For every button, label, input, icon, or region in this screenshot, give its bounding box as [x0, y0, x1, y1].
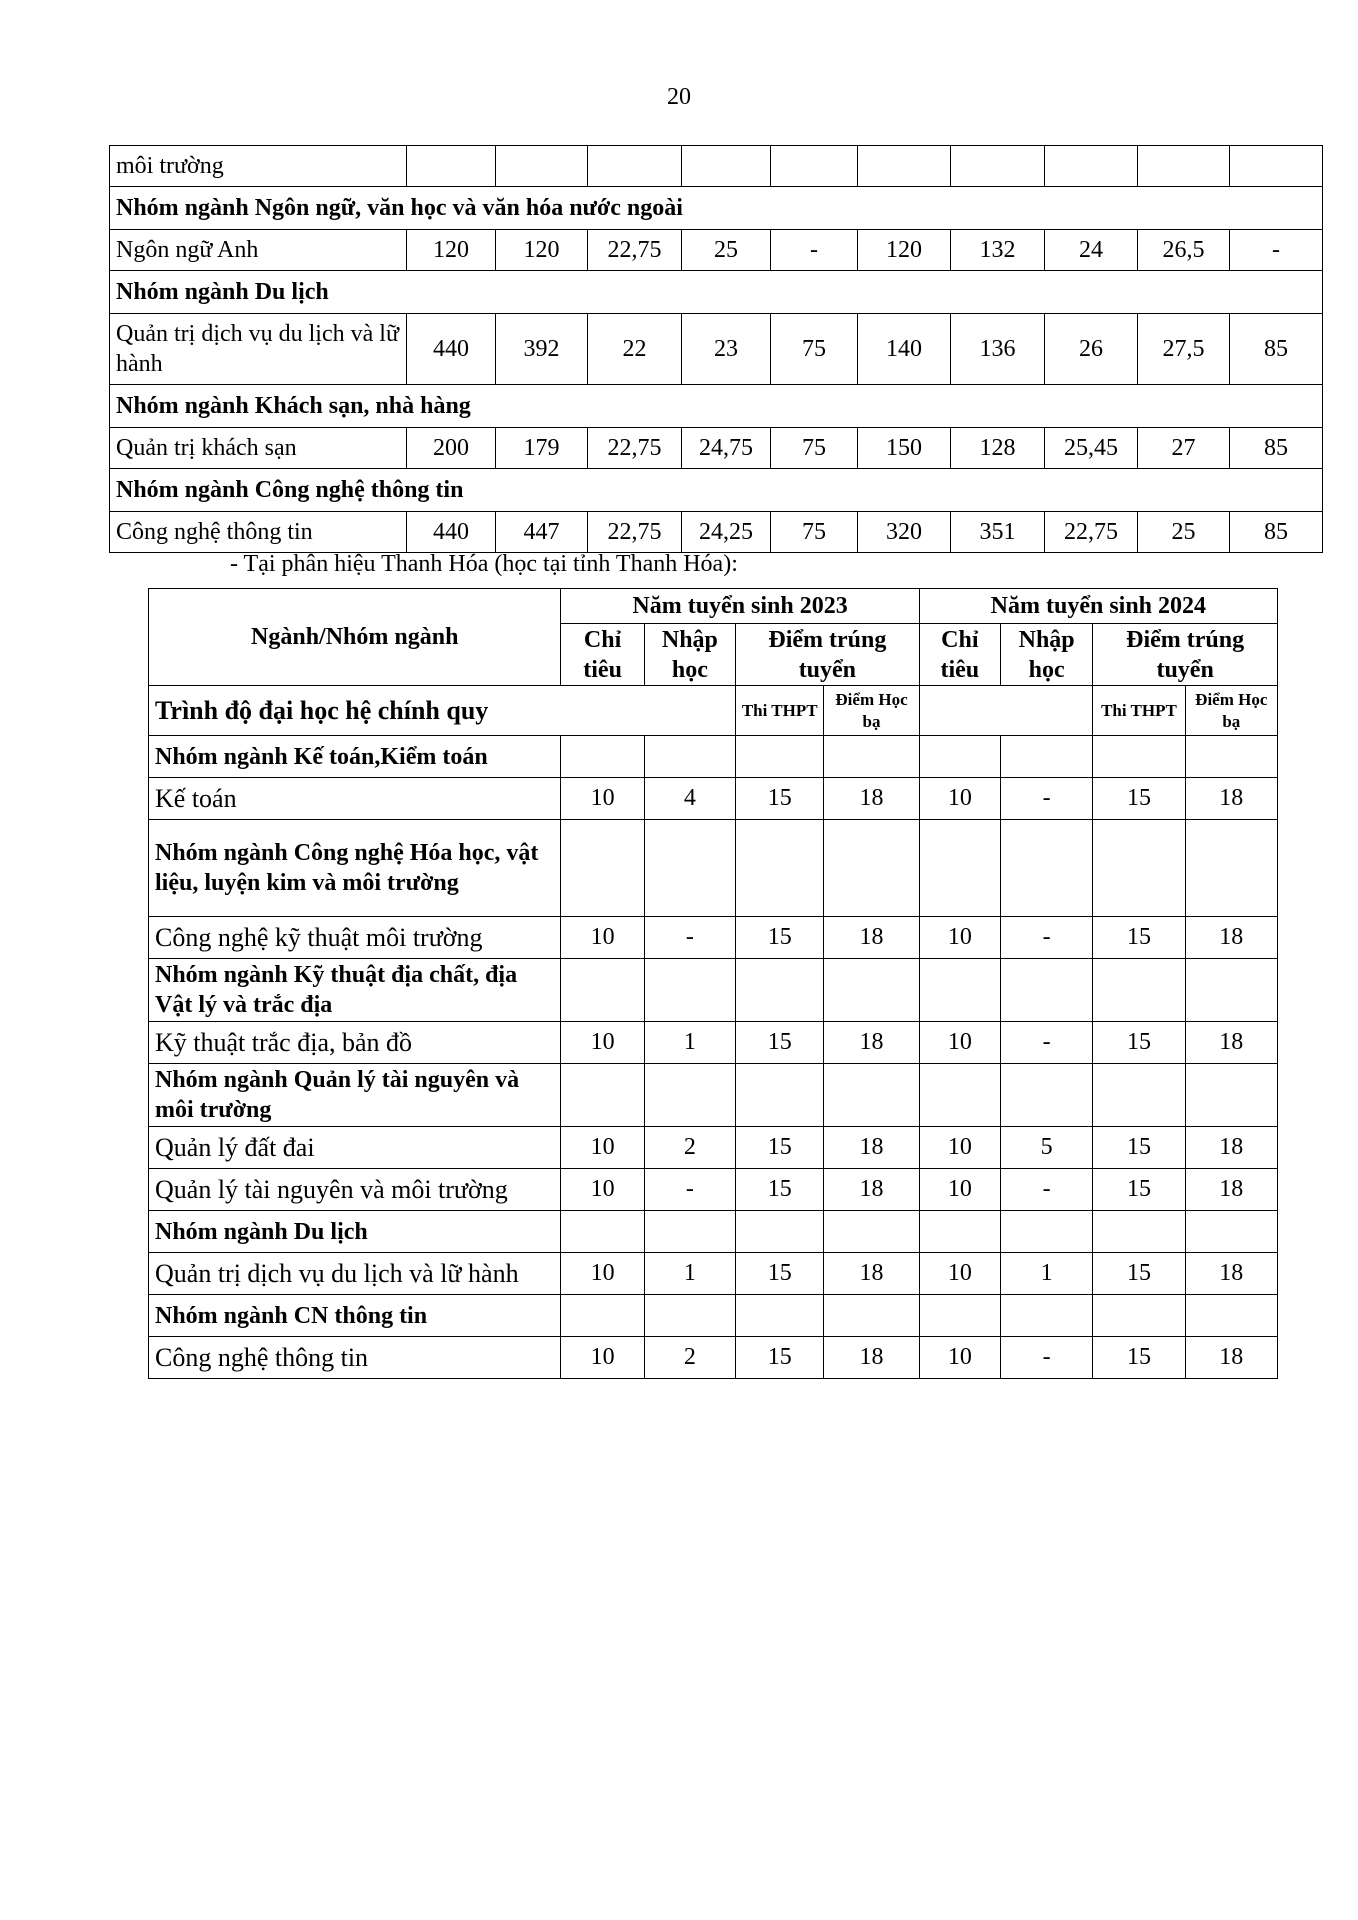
value-cell: [588, 146, 682, 187]
value-cell: 18: [1185, 917, 1277, 959]
value-cell: 10: [561, 778, 644, 820]
value-cell: 75: [771, 512, 858, 553]
value-cell: 15: [1093, 1022, 1185, 1064]
admission-table-thanh-hoa: [148, 588, 1278, 1379]
value-cell: 25: [682, 230, 771, 271]
value-cell: 26,5: [1138, 230, 1230, 271]
value-cell: 15: [736, 1127, 824, 1169]
value-cell: [644, 1211, 735, 1253]
value-cell: [644, 1064, 735, 1127]
value-cell: 10: [919, 917, 1000, 959]
value-cell: [561, 1211, 644, 1253]
group-name: Nhóm ngành Công nghệ thông tin: [110, 469, 1323, 512]
value-cell: 120: [496, 230, 588, 271]
group-row: [149, 820, 1278, 917]
group-row: [149, 1211, 1278, 1253]
value-cell: 10: [561, 1022, 644, 1064]
group-name: Nhóm ngành Du lịch: [110, 271, 1323, 314]
value-cell: 22: [588, 314, 682, 385]
value-cell: [824, 1211, 919, 1253]
value-cell: 22,75: [588, 230, 682, 271]
group-name: Nhóm ngành Kế toán,Kiểm toán: [149, 736, 561, 778]
value-cell: [824, 959, 919, 1022]
value-cell: 75: [771, 428, 858, 469]
section-caption: - Tại phân hiệu Thanh Hóa (học tại tỉnh Thanh Hóa):: [230, 551, 738, 577]
header-enrolled-2024: Nhập học: [1000, 624, 1092, 686]
value-cell: [951, 146, 1045, 187]
value-cell: [1093, 736, 1185, 778]
value-cell: [858, 146, 951, 187]
value-cell: [919, 736, 1000, 778]
value-cell: [736, 1295, 824, 1337]
table-row: [149, 917, 1278, 959]
value-cell: 140: [858, 314, 951, 385]
major-name: Công nghệ thông tin: [149, 1337, 561, 1379]
value-cell: 10: [919, 1337, 1000, 1379]
value-cell: 18: [1185, 1169, 1277, 1211]
table-row: [149, 1127, 1278, 1169]
group-name: Nhóm ngành Công nghệ Hóa học, vật liệu, luyện kim và môi trường: [149, 820, 561, 917]
value-cell: -: [1000, 917, 1092, 959]
value-cell: -: [1000, 778, 1092, 820]
value-cell: 447: [496, 512, 588, 553]
value-cell: [1185, 1295, 1277, 1337]
value-cell: 5: [1000, 1127, 1092, 1169]
admission-table-thanh-hoa-body: [149, 736, 1278, 1379]
value-cell: [736, 1211, 824, 1253]
value-cell: 10: [561, 1337, 644, 1379]
value-cell: 2: [644, 1337, 735, 1379]
value-cell: 179: [496, 428, 588, 469]
table-row: [149, 1337, 1278, 1379]
header-year-2024: Năm tuyển sinh 2024: [919, 589, 1277, 624]
value-cell: 10: [561, 1127, 644, 1169]
header-quota-2024: Chỉ tiêu: [919, 624, 1000, 686]
group-row: [149, 736, 1278, 778]
major-name: Quản lý tài nguyên và môi trường: [149, 1169, 561, 1211]
value-cell: 392: [496, 314, 588, 385]
value-cell: 25: [1138, 512, 1230, 553]
value-cell: -: [1000, 1337, 1092, 1379]
table-row: [110, 512, 1323, 553]
value-cell: [561, 959, 644, 1022]
group-row: [110, 385, 1323, 428]
value-cell: 18: [824, 1337, 919, 1379]
group-name: Nhóm ngành Khách sạn, nhà hàng: [110, 385, 1323, 428]
value-cell: 15: [736, 1337, 824, 1379]
header-year-2023: Năm tuyển sinh 2023: [561, 589, 919, 624]
value-cell: 4: [644, 778, 735, 820]
value-cell: [561, 1064, 644, 1127]
major-name: môi trường: [110, 146, 407, 187]
value-cell: 440: [407, 512, 496, 553]
major-name: Quản trị dịch vụ du lịch và lữ hành: [110, 314, 407, 385]
value-cell: 1: [644, 1253, 735, 1295]
value-cell: 18: [824, 1127, 919, 1169]
subheader-transcript-2024: Điểm Học bạ: [1185, 686, 1277, 736]
value-cell: 15: [1093, 917, 1185, 959]
value-cell: 15: [1093, 1253, 1185, 1295]
value-cell: 18: [1185, 1337, 1277, 1379]
value-cell: [824, 820, 919, 917]
header-score-2023: Điểm trúng tuyển: [736, 624, 920, 686]
major-name: Quản trị khách sạn: [110, 428, 407, 469]
value-cell: [824, 1064, 919, 1127]
value-cell: [644, 736, 735, 778]
group-name: Nhóm ngành Quản lý tài nguyên và môi trường: [149, 1064, 561, 1127]
table-row: [149, 1022, 1278, 1064]
value-cell: 2: [644, 1127, 735, 1169]
page-number: 20: [667, 84, 691, 110]
value-cell: [644, 1295, 735, 1337]
value-cell: [919, 959, 1000, 1022]
value-cell: [682, 146, 771, 187]
value-cell: 1: [644, 1022, 735, 1064]
subheader-exam-2024: Thi THPT: [1093, 686, 1185, 736]
value-cell: 15: [736, 1022, 824, 1064]
value-cell: 120: [858, 230, 951, 271]
value-cell: 15: [736, 1253, 824, 1295]
group-row: [149, 1295, 1278, 1337]
group-name: Nhóm ngành Du lịch: [149, 1211, 561, 1253]
value-cell: [736, 736, 824, 778]
value-cell: -: [1000, 1169, 1092, 1211]
major-name: Công nghệ thông tin: [110, 512, 407, 553]
value-cell: 18: [824, 1169, 919, 1211]
value-cell: 22,75: [588, 428, 682, 469]
value-cell: 10: [919, 1127, 1000, 1169]
value-cell: -: [644, 917, 735, 959]
value-cell: -: [1000, 1022, 1092, 1064]
value-cell: 18: [824, 1022, 919, 1064]
group-name: Nhóm ngành Kỹ thuật địa chất, địa Vật lý và trắc địa: [149, 959, 561, 1022]
value-cell: [1230, 146, 1323, 187]
value-cell: [1093, 1064, 1185, 1127]
value-cell: 136: [951, 314, 1045, 385]
group-name: Nhóm ngành CN thông tin: [149, 1295, 561, 1337]
value-cell: 24,25: [682, 512, 771, 553]
level-row-blank: [919, 686, 1093, 736]
value-cell: [824, 1295, 919, 1337]
value-cell: -: [644, 1169, 735, 1211]
table-row: [110, 428, 1323, 469]
value-cell: [561, 820, 644, 917]
value-cell: [736, 959, 824, 1022]
value-cell: [736, 820, 824, 917]
value-cell: [1000, 1295, 1092, 1337]
value-cell: [496, 146, 588, 187]
value-cell: -: [1230, 230, 1323, 271]
group-row: [149, 1064, 1278, 1127]
value-cell: 15: [1093, 1169, 1185, 1211]
value-cell: [407, 146, 496, 187]
value-cell: 10: [919, 778, 1000, 820]
value-cell: [1045, 146, 1138, 187]
value-cell: 15: [1093, 1127, 1185, 1169]
value-cell: 15: [736, 778, 824, 820]
major-name: Công nghệ kỹ thuật môi trường: [149, 917, 561, 959]
group-row: [110, 271, 1323, 314]
value-cell: 128: [951, 428, 1045, 469]
value-cell: 120: [407, 230, 496, 271]
value-cell: [1000, 736, 1092, 778]
value-cell: 23: [682, 314, 771, 385]
table-row: [110, 230, 1323, 271]
value-cell: [1000, 1064, 1092, 1127]
value-cell: 200: [407, 428, 496, 469]
value-cell: [1093, 1211, 1185, 1253]
value-cell: [919, 1295, 1000, 1337]
value-cell: [1185, 820, 1277, 917]
value-cell: [644, 959, 735, 1022]
value-cell: 85: [1230, 428, 1323, 469]
value-cell: [561, 1295, 644, 1337]
major-name: Quản trị dịch vụ du lịch và lữ hành: [149, 1253, 561, 1295]
subheader-transcript-2023: Điểm Học bạ: [824, 686, 919, 736]
value-cell: [1000, 1211, 1092, 1253]
value-cell: 10: [561, 917, 644, 959]
value-cell: 440: [407, 314, 496, 385]
value-cell: 15: [1093, 778, 1185, 820]
value-cell: 10: [561, 1253, 644, 1295]
value-cell: 351: [951, 512, 1045, 553]
value-cell: 85: [1230, 314, 1323, 385]
value-cell: 10: [919, 1169, 1000, 1211]
table-row: [149, 778, 1278, 820]
value-cell: 18: [824, 917, 919, 959]
value-cell: 10: [919, 1253, 1000, 1295]
value-cell: 27: [1138, 428, 1230, 469]
major-name: Kỹ thuật trắc địa, bản đồ: [149, 1022, 561, 1064]
group-row: [110, 469, 1323, 512]
value-cell: [919, 1064, 1000, 1127]
value-cell: [561, 736, 644, 778]
value-cell: [1185, 1211, 1277, 1253]
level-row-label: Trình độ đại học hệ chính quy: [149, 686, 736, 736]
value-cell: 15: [736, 1169, 824, 1211]
value-cell: 18: [1185, 1253, 1277, 1295]
table-row: [149, 1169, 1278, 1211]
value-cell: [1185, 1064, 1277, 1127]
value-cell: -: [771, 230, 858, 271]
value-cell: 10: [561, 1169, 644, 1211]
value-cell: [1093, 959, 1185, 1022]
value-cell: [1000, 959, 1092, 1022]
value-cell: 320: [858, 512, 951, 553]
value-cell: [1093, 1295, 1185, 1337]
table-row: [149, 1253, 1278, 1295]
header-enrolled-2023: Nhập học: [644, 624, 735, 686]
admission-table-main-campus: [109, 145, 1323, 553]
value-cell: [919, 820, 1000, 917]
group-row: [110, 187, 1323, 230]
value-cell: 25,45: [1045, 428, 1138, 469]
value-cell: 132: [951, 230, 1045, 271]
table-row: [110, 314, 1323, 385]
value-cell: [919, 1211, 1000, 1253]
header-quota-2023: Chỉ tiêu: [561, 624, 644, 686]
value-cell: 150: [858, 428, 951, 469]
value-cell: [1000, 820, 1092, 917]
value-cell: 18: [1185, 1022, 1277, 1064]
value-cell: 18: [1185, 1127, 1277, 1169]
major-name: Kế toán: [149, 778, 561, 820]
group-name: Nhóm ngành Ngôn ngữ, văn học và văn hóa nước ngoài: [110, 187, 1323, 230]
value-cell: 18: [824, 778, 919, 820]
value-cell: 10: [919, 1022, 1000, 1064]
value-cell: [1138, 146, 1230, 187]
value-cell: 18: [824, 1253, 919, 1295]
value-cell: 24: [1045, 230, 1138, 271]
value-cell: 18: [1185, 778, 1277, 820]
value-cell: 24,75: [682, 428, 771, 469]
value-cell: 15: [1093, 1337, 1185, 1379]
value-cell: 85: [1230, 512, 1323, 553]
subheader-exam-2023: Thi THPT: [736, 686, 824, 736]
admission-table-main-body: [110, 146, 1323, 553]
value-cell: [824, 736, 919, 778]
value-cell: 27,5: [1138, 314, 1230, 385]
value-cell: 1: [1000, 1253, 1092, 1295]
value-cell: 15: [736, 917, 824, 959]
major-name: Ngôn ngữ Anh: [110, 230, 407, 271]
value-cell: [644, 820, 735, 917]
table-row: [110, 146, 1323, 187]
major-name: Quản lý đất đai: [149, 1127, 561, 1169]
value-cell: 22,75: [588, 512, 682, 553]
value-cell: [771, 146, 858, 187]
value-cell: 22,75: [1045, 512, 1138, 553]
value-cell: [736, 1064, 824, 1127]
value-cell: 26: [1045, 314, 1138, 385]
value-cell: 75: [771, 314, 858, 385]
value-cell: [1185, 736, 1277, 778]
header-major: Ngành/Nhóm ngành: [149, 589, 561, 686]
value-cell: [1185, 959, 1277, 1022]
group-row: [149, 959, 1278, 1022]
value-cell: [1093, 820, 1185, 917]
header-score-2024: Điểm trúng tuyển: [1093, 624, 1278, 686]
